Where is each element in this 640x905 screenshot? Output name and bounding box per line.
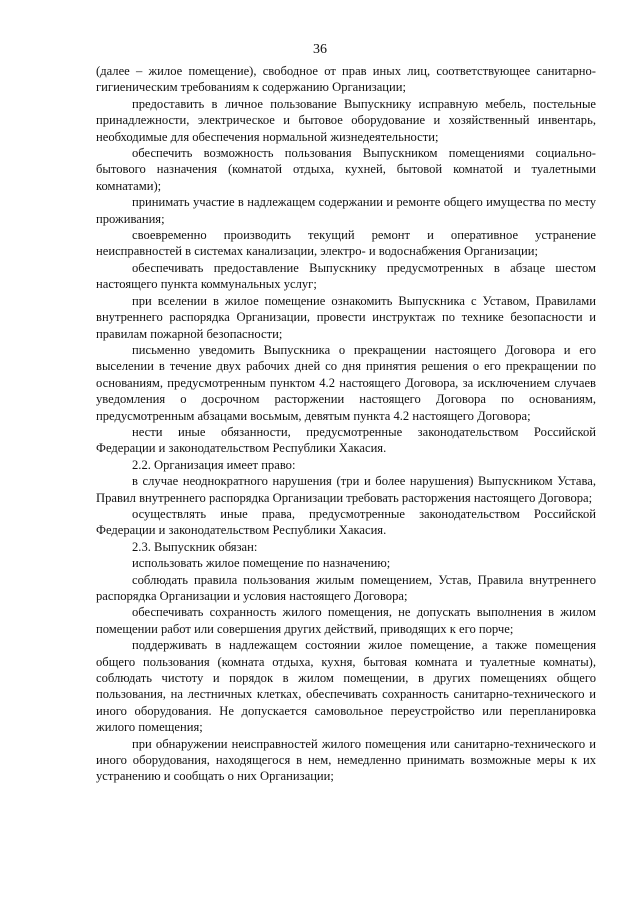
paragraph: (далее – жилое помещение), свободное от прав иных лиц, соответствующее санитарно-гигиеническим требованиям к содержанию Организации; [96,64,596,95]
paragraph: при вселении в жилое помещение ознакомить Выпускника с Уставом, Правилами внутреннего распорядка Организации, провести инструктаж по технике безопасности и правилам пожарной безопасности; [96,293,596,341]
paragraph: письменно уведомить Выпускника о прекращении настоящего Договора и его выселении в течение двух рабочих дней со дня принятия решения о его прекращении по основаниям, предусмотренным пунктом 4.2 настоящего Договора, за исключением случаев уведомления о досрочном расторжении настоящего Договора по основаниям, предусмотренным абзацами восьмым, девятым пункта 4.2 настоящего Договора; [96,342,596,423]
paragraph: при обнаружении неисправностей жилого помещения или санитарно-технического и иного оборудования, находящегося в нем, немедленно принимать возможные меры к их устранению и сообщать о них Организации; [96,736,596,784]
paragraph: нести иные обязанности, предусмотренные законодательством Российской Федерации и законодательством Республики Хакасия. [96,424,596,456]
paragraph: в случае неоднократного нарушения (три и более нарушения) Выпускником Устава, Правил внутреннего распорядка Организации требовать расторжения настоящего Договора; [96,474,596,505]
paragraph: обеспечить возможность пользования Выпускником помещениями социально-бытового назначения (комнатой отдыха, кухней, бытовой комнатой и туалетными комнатами); [96,146,596,193]
section-heading: 2.3. Выпускник обязан: [132,539,258,554]
section-heading: 2.2. Организация имеет право: [132,457,296,472]
paragraph: своевременно производить текущий ремонт и оперативное устранение неисправностей в системах канализации, электро- и водоснабжения Организации; [96,228,596,259]
paragraph: осуществлять иные права, предусмотренные законодательством Российской Федерации и законодательством Республики Хакасия. [96,506,596,538]
paragraph: соблюдать правила пользования жилым помещением, Устав, Правила внутреннего распорядка Организации и условия настоящего Договора; [96,572,596,603]
document-body [96,63,596,785]
paragraph: обеспечивать предоставление Выпускнику предусмотренных в абзаце шестом настоящего пункта коммунальных услуг; [96,260,596,292]
paragraph: обеспечивать сохранность жилого помещения, не допускать выполнения в жилом помещении работ или совершения других действий, приводящих к его порче; [96,605,596,636]
paragraph: принимать участие в надлежащем содержании и ремонте общего имущества по месту проживания; [96,195,596,226]
page-number: 36 [313,42,327,57]
paragraph: предоставить в личное пользование Выпускнику исправную мебель, постельные принадлежности, электрическое и бытовое оборудование и хозяйственный инвентарь, необходимые для обеспечения нормальной жизнедеятельности; [96,96,596,144]
paragraph: использовать жилое помещение по назначению; [132,556,391,571]
paragraph: поддерживать в надлежащем состоянии жилое помещение, а также помещения общего пользования (комната отдыха, кухня, бытовая комната и туалетные комнаты), соблюдать чистоту и порядок в жилом помещении, в других помещениях общего пользования, на лестничных клетках, обеспечивать сохранность санитарно-технического и иного оборудования. Не допускается самовольное переустройство или перепланировка жилого помещения; [96,638,596,735]
